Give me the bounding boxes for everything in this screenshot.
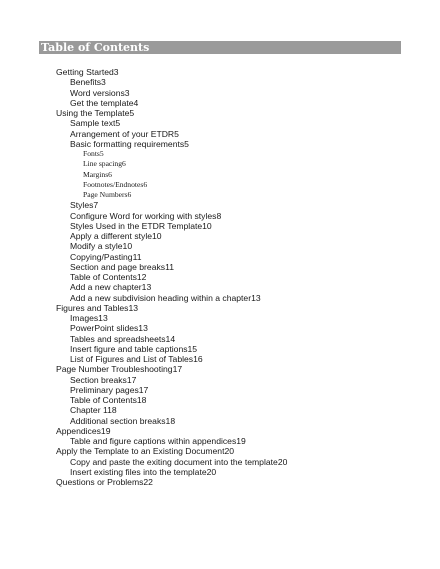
toc-entry-level-1[interactable]: Using the Template5 xyxy=(56,108,135,118)
toc-entry-level-3[interactable]: Margins6 xyxy=(83,169,112,179)
toc-entry-level-2[interactable]: Get the template4 xyxy=(70,97,139,108)
toc-entry-level-2[interactable]: Section and page breaks11 xyxy=(70,261,174,272)
toc-header-bar xyxy=(39,41,401,54)
toc-entry-level-2[interactable]: Table and figure captions within appendices19 xyxy=(70,436,246,446)
toc-entry-level-2[interactable]: Insert existing files into the template20 xyxy=(70,466,217,477)
toc-entry-level-2[interactable]: Apply a different style10 xyxy=(70,231,162,241)
toc-entry-level-2[interactable]: Styles7 xyxy=(70,200,99,211)
toc-entry-level-2[interactable]: Additional section breaks18 xyxy=(70,415,176,426)
toc-entry-level-1[interactable]: Page Number Troubleshooting17 xyxy=(56,364,183,375)
toc-entry-level-2[interactable]: Section breaks17 xyxy=(70,374,137,385)
toc-entry-level-2[interactable]: Modify a style10 xyxy=(70,241,133,252)
toc-entry-level-2[interactable]: Table of Contents12 xyxy=(70,272,147,282)
toc-entry-level-1[interactable]: Getting Started3 xyxy=(56,67,119,77)
toc-entry-level-3[interactable]: Footnotes/Endnotes6 xyxy=(83,179,148,189)
toc-entry-level-2[interactable]: Arrangement of your ETDR5 xyxy=(70,128,179,139)
table-of-contents xyxy=(56,67,426,487)
toc-entry-level-2[interactable]: Add a new subdivision heading within a chapter13 xyxy=(70,292,261,303)
toc-heading: Table of Contents xyxy=(41,41,150,54)
toc-entry-level-2[interactable]: Sample text5 xyxy=(70,118,121,129)
toc-entry-level-2[interactable]: Word versions3 xyxy=(70,87,130,98)
toc-entry-level-2[interactable]: Styles Used in the ETDR Template10 xyxy=(70,220,212,231)
toc-entry-level-2[interactable]: Insert figure and table captions15 xyxy=(70,343,198,354)
toc-entry-level-2[interactable]: Basic formatting requirements5 xyxy=(70,138,189,149)
toc-entry-level-2[interactable]: Images13 xyxy=(70,313,108,323)
toc-entry-level-3[interactable]: Page Numbers6 xyxy=(83,190,132,199)
toc-entry-level-3[interactable]: Line spacing6 xyxy=(83,159,126,169)
toc-entry-level-2[interactable]: Add a new chapter13 xyxy=(70,282,152,293)
toc-entry-level-1[interactable]: Appendices19 xyxy=(56,425,111,436)
toc-entry-level-3[interactable]: Fonts5 xyxy=(83,149,104,158)
toc-entry-level-2[interactable]: PowerPoint slides13 xyxy=(70,323,148,334)
toc-entry-level-2[interactable]: Table of Contents18 xyxy=(70,395,147,405)
toc-entry-level-2[interactable]: Chapter 118 xyxy=(70,405,117,416)
toc-entry-level-2[interactable]: Configure Word for working with styles8 xyxy=(70,210,222,221)
toc-entry-level-2[interactable]: Copy and paste the exiting document into the template20 xyxy=(70,456,288,467)
toc-entry-level-2[interactable]: Copying/Pasting11 xyxy=(70,251,142,262)
toc-entry-level-1[interactable]: Questions or Problems22 xyxy=(56,477,153,487)
toc-entry-level-2[interactable]: Tables and spreadsheets14 xyxy=(70,333,176,344)
toc-entry-level-2[interactable]: Benefits3 xyxy=(70,77,106,88)
toc-entry-level-1[interactable]: Apply the Template to an Existing Document20 xyxy=(56,446,235,457)
toc-entry-level-1[interactable]: Figures and Tables13 xyxy=(56,302,139,313)
toc-entry-level-2[interactable]: List of Figures and List of Tables16 xyxy=(70,354,203,364)
toc-entry-level-2[interactable]: Preliminary pages17 xyxy=(70,384,149,395)
